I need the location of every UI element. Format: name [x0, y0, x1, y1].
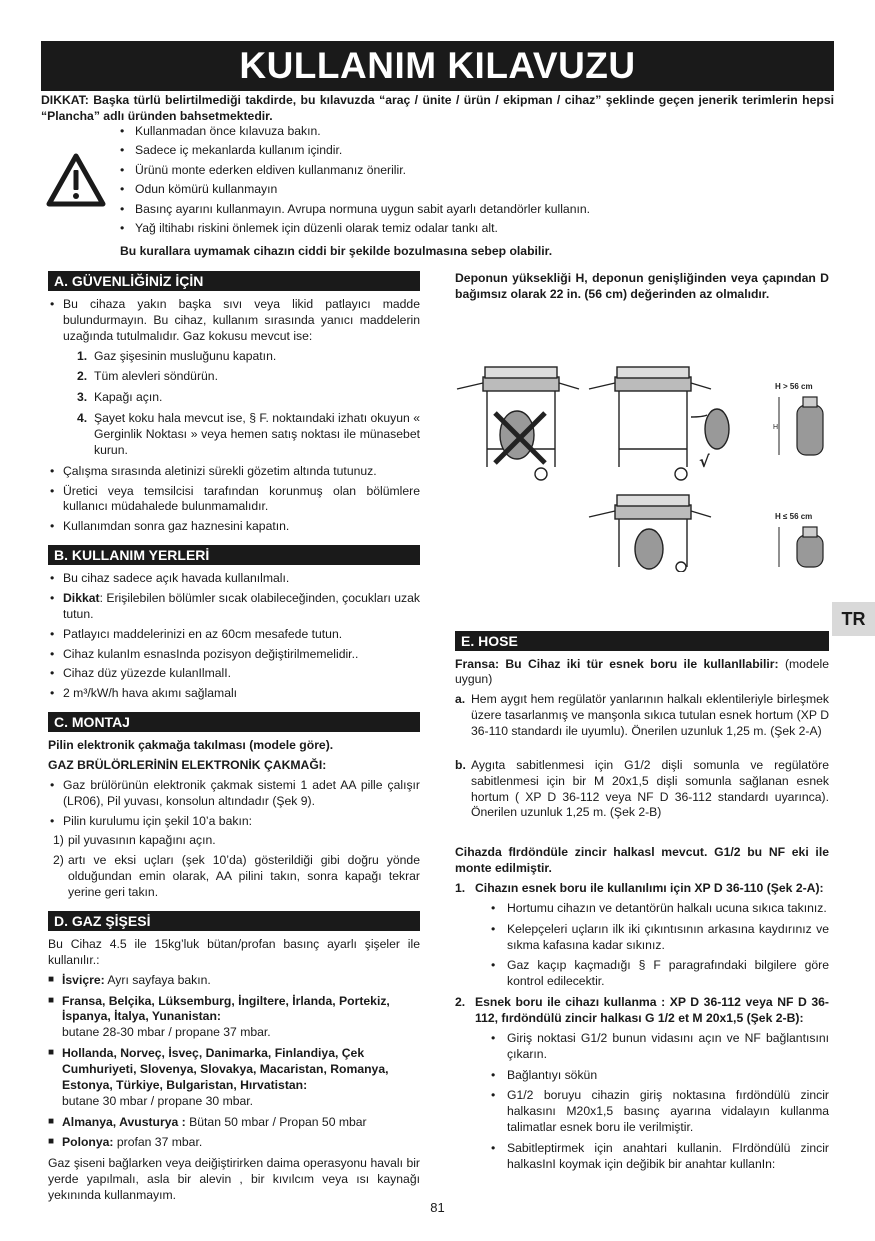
list-item: ■ İsviçre: Ayrı sayfaya bakın. — [48, 973, 420, 989]
list-item: 2) artı ve eksi uçları (şek 10’da) gösterildiği gibi doğru yönde olduğundan emin olarak, AA pilini takın, sonra kapağı tekrar yerine geri takın. — [53, 853, 420, 900]
depo-note: Deponun yüksekliği H, deponun genişliğinden veya çapından D bağımsız olarak 22 in. (56 cm) değerinden az olmalıdır. — [455, 271, 829, 301]
list-item: • Sadece iç mekanlarda kullanım içindir. — [120, 143, 835, 159]
list-item: 1) pil yuvasının kapağını açın. — [53, 833, 216, 848]
list-item: • Cihaz kulanIm esnasInda pozisyon değiştirilmemelidir.. — [48, 647, 420, 663]
list-item: • 2 m³/kW/h hava akımı sağlamalı — [48, 686, 420, 702]
list-item: ■ Fransa, Belçika, Lüksemburg, İngiltere, İrlanda, Portekiz, İspanya, İtalya, Yunanistan: butane 28-30 mbar / propane 37 mbar. — [48, 994, 420, 1042]
list-item: • Ürünü monte ederken eldiven kullanmanız önerilir. — [120, 163, 835, 179]
list-item: • Bu cihaz sadece açık havada kullanılmalı. — [48, 571, 420, 587]
list-item: 2. Esnek boru ile cihazı kullanma : XP D 36-112 veya NF D 36-112, fırdöndülü zincir halkası G 1/2 et M 20x1,5 (Şek 2-B): • Giriş noktasi G1/2 bunun vidasını açın ve NF bağlantısını çıkarın. • Bağlantıyı sökün • G1/2 boruyu cihazin giriş noktasına fırdöndülü zincir halkasını M20x1,5 basınç ayarına vidalayın kullanma talimatlar esnek boru ile verilmiştir. • Sabitleptirmek için anahtari kullanin. FIrdöndülü zincir halkasInI koymak için değibik bir anahtar kullanIn: — [455, 995, 829, 1173]
list-item: • Bu cihaza yakın başka sıvı veya likid patlayıcı madde bulundurmayın. Bu cihaz, kullanım sırasında yanıcı maddelerin uzağında tutulmalıdır. Gaz kokusu mevcut ise: 1. Gaz şişesinin musluğunu kapatın. 2. Tüm alevleri söndürün. 3. Kapağı açın. 4. Şayet koku hala mevcut ise, § F. noktaındaki izhatı okuyun « Gerginlik Noktası » veya hemen satış noktası ile münasebet kurun. — [48, 297, 420, 459]
hose-intro: Fransa: Bu Cihaz iki tür esnek boru ile kullanIlabilir: — [455, 656, 779, 671]
list-item: • Cihaz düz yüzezde kulanIlmalI. — [48, 666, 420, 682]
zincir-note: Cihazda fIrdöndüle zincir halkasl mevcut. G1/2 bu NF eki ile monte edilmiştir. — [455, 845, 829, 876]
section-a-heading: A. GÜVENLİĞİNİZ İÇİN — [48, 271, 420, 291]
list-item: • Pilin kurulumu için şekil 10’a bakın: — [48, 814, 420, 830]
left-column — [48, 271, 420, 1208]
gas-cylinder-placement-illustration — [455, 317, 829, 572]
list-item: • Patlayıcı maddelerinizi en az 60cm mesafede tutun. — [48, 627, 420, 643]
warning-list — [120, 124, 835, 241]
list-item: ■ Almanya, Avusturya : Bütan 50 mbar / Propan 50 mbar — [48, 1115, 420, 1131]
list-item: • Çalışma sırasında aletinizi sürekli gözetim altında tutunuz. — [48, 464, 420, 480]
page-number: 81 — [430, 1200, 445, 1215]
dikkat-text: Başka türlü belirtilmediği takdirde, bu kılavuzda “araç / ünite / ürün / ekipman / cihaz” şeklinde geçen jenerik terimlerin hepsi “Plancha” adlı üründen bahsetmektedir. — [41, 93, 834, 123]
list-item: a. Hem aygıt hem regülatör yanlarının halkalı eklentileriyle birleşmek üzere tasarlanmış ve manşonla sıkıca tutulan esnek hortum (XP D 36-110 standardı ile uyumlu). Önerilen uzunluk 1,25 m. (Şek 2-A) — [455, 692, 829, 739]
label-h-le: H ≤ 56 cm — [775, 511, 813, 521]
hose-intro-note: (modele uygun) — [455, 656, 829, 687]
montaj-subtitle: Pilin elektronik çakmağa takılması (modele göre). — [48, 738, 334, 753]
list-item: • Kullanmadan önce kılavuza bakın. — [120, 124, 835, 140]
list-item: • G1/2 boruyu cihazin giriş noktasına fırdöndülü zincir halkasını M20x1,5 basınç ayarına vidalayın kullanma talimatlar esnek boru ile verilmiştir. — [485, 1088, 829, 1136]
right-column — [455, 271, 829, 1178]
section-b-heading: B. KULLANIM YERLERİ — [48, 545, 420, 565]
page-title: KULLANIM KILAVUZU — [41, 41, 834, 91]
list-item: 3. Kapağı açın. — [77, 390, 163, 405]
list-item: • Gaz kaçıp kaçmadığı § F paragrafındaki bilgilere göre kontrol edilecektir. — [485, 958, 829, 990]
section-c-heading: C. MONTAJ — [48, 712, 420, 732]
check-mark: √ — [699, 451, 710, 471]
dikkat-notice — [41, 93, 834, 125]
list-item: • Kelepçeleri uçların ilk iki çıkıntısının arkasına kaydırınız ve sıkma kafasına kadar sıkınız. — [485, 922, 829, 954]
list-item: 4. Şayet koku hala mevcut ise, § F. noktaındaki izhatı okuyun « Gerginlik Noktası » veya hemen satış noktası ile münasebet kurun. — [77, 411, 420, 457]
list-item: 1. Cihazın esnek boru ile kullanılımı için XP D 36-110 (Şek 2-A): • Hortumu cihazın ve detantörün halkalı ucuna sıkıca takınız. • Kelepçeleri uçların ilk iki çıkıntısının arkasına kaydırınız ve sıkma kafasına kadar sıkınız. • Gaz kaçıp kaçmadığı § F paragrafındaki bilgilere göre kontrol edilecektir. — [455, 881, 829, 990]
cylinder-short — [797, 527, 823, 567]
list-item: • Giriş noktasi G1/2 bunun vidasını açın ve NF bağlantısını çıkarın. — [485, 1031, 829, 1063]
list-item: b. Aygıta sabitlenmesi için G1/2 dişli somunla ve regülatöre sabitlenmesi için bir M 20x1,5 dişli somunla sağlanan esnek hortum ( XP D 36-112 veya NF D 36-112 standardı uyarınca). Önerilen uzunluk 1,25 m. (Şek 2-B) — [455, 757, 829, 820]
grill-with-cylinder-inside — [589, 495, 711, 572]
list-item: 1. Gaz şişesinin musluğunu kapatın. — [77, 348, 277, 363]
list-item: • Kullanımdan sonra gaz haznesini kapatın. — [48, 519, 420, 535]
gaz-outro: Gaz şiseni bağlarken veya deiğiştirirken daima operasyonu havalı bir yerde yapılmalı, asla bir alevin , bir kıvılcım veya ısı kaynağı yekınında kullanmayım. — [48, 1156, 420, 1202]
list-item: • Gaz brülörünün elektronik çakmak sistemi 1 adet AA pille çalışır (LR06), Pil yuvası, konsolun altındadır (Şek 9). — [48, 778, 420, 810]
language-tab: TR — [832, 602, 875, 636]
list-item: • Yağ iltihabı riskini önlemek için düzenli olarak temiz odalar tankı alt. — [120, 221, 835, 237]
montaj-subtitle-2: GAZ BRÜLÖRLERİNİN ELEKTRONİK ÇAKMAĞI: — [48, 758, 327, 773]
list-item: • Odun kömürü kullanmayın — [120, 182, 835, 198]
label-h-gt: H > 56 cm — [775, 381, 813, 391]
section-e-heading: E. HOSE — [455, 631, 829, 651]
grill-under-cylinder-wrong — [457, 367, 579, 480]
list-item: 2. Tüm alevleri söndürün. — [77, 369, 218, 384]
section-d-heading: D. GAZ ŞİŞESİ — [48, 911, 420, 931]
list-item: ■ Polonya: profan 37 mbar. — [48, 1135, 420, 1151]
list-item: • Basınç ayarını kullanmayın. Avrupa normuna uygun sabit ayarlı detandörler kullanın. — [120, 202, 835, 218]
warning-final: Bu kurallara uymamak cihazın ciddi bir şekilde bozulmasına sebep olabilir. — [120, 244, 553, 258]
list-item: • Dikkat: Erişilebilen bölümler sıcak olabileceğinden, çocukları uzak tutun. — [48, 591, 420, 623]
dikkat-label: DIKKAT: — [41, 93, 89, 107]
list-item: • Bağlantıyı sökün — [485, 1068, 829, 1084]
warning-triangle-icon — [45, 152, 107, 208]
label-h: H — [773, 423, 779, 431]
list-item: • Sabitleptirmek için anahtari kullanin. FIrdöndülü zincir halkasInI koymak için değibik bir anahtar kullanIn: — [485, 1141, 829, 1173]
gaz-intro: Bu Cihaz 4.5 ile 15kg’luk bütan/profan basınç ayarlı şişeler ile kullanılır.: — [48, 936, 420, 967]
cylinder-tall — [797, 397, 823, 455]
list-item: • Üretici veya temsilcisi tarafından korunmuş olan bölümlere kullanıcı müdahalede bulunmamalıdır. — [48, 484, 420, 516]
list-item: • Hortumu cihazın ve detantörün halkalı ucuna sıkıca takınız. — [485, 901, 829, 917]
list-item: ■ Hollanda, Norveç, İsveç, Danimarka, Finlandiya, Çek Cumhuriyeti, Slovenya, Slovakya, Macaristan, Romanya, Estonya, Türkiye, Bulgaristan, Hırvatistan: butane 30 mbar / propane 30 mbar. — [48, 1046, 420, 1109]
